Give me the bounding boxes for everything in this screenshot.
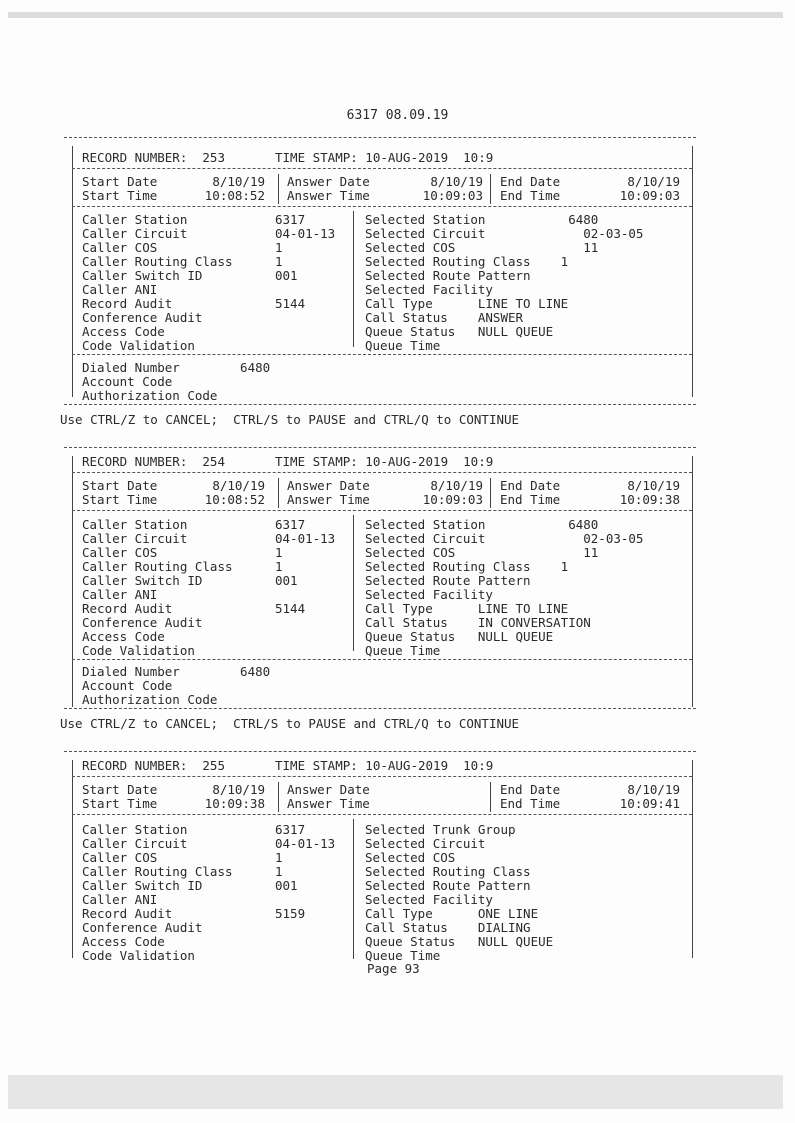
divider	[72, 510, 692, 511]
caller-field-label: Record Audit	[82, 601, 173, 616]
caller-field-label: Caller Switch ID	[82, 573, 203, 588]
answer-date-value: 8/10/19	[430, 478, 483, 493]
start-date-value: 8/10/19	[212, 174, 265, 189]
selected-field: Selected Routing Class 1	[365, 559, 569, 574]
caller-field-label: Caller ANI	[82, 282, 158, 297]
frame-right	[692, 760, 693, 958]
scan-bottom-edge	[8, 1075, 783, 1109]
selected-field: Call Status IN CONVERSATION	[365, 615, 591, 630]
authorization-code: Authorization Code	[82, 388, 218, 403]
caller-field-label: Caller COS	[82, 545, 158, 560]
dialed-number: Dialed Number 6480	[82, 664, 271, 679]
col-sep	[490, 174, 491, 204]
caller-field-value: 5144	[275, 601, 306, 616]
caller-field-label: Access Code	[82, 324, 165, 339]
caller-field-label: Caller Station	[82, 822, 188, 837]
caller-field-value: 1	[275, 864, 283, 879]
caller-field-label: Code Validation	[82, 643, 195, 658]
caller-field-label: Conference Audit	[82, 920, 203, 935]
end-time-value: 10:09:38	[619, 492, 680, 507]
col-sep	[278, 782, 279, 812]
caller-field-label: Code Validation	[82, 948, 195, 963]
end-date-label: End Date	[500, 782, 561, 797]
control-prompt: Use CTRL/Z to CANCEL; CTRL/S to PAUSE and CTRL/Q to CONTINUE	[60, 412, 520, 427]
answer-time-label: Answer Time	[287, 492, 370, 507]
caller-field-label: Caller Station	[82, 212, 188, 227]
col-sep	[490, 782, 491, 812]
caller-field-value: 001	[275, 573, 298, 588]
caller-field-label: Caller Circuit	[82, 531, 188, 546]
caller-field-label: Caller Routing Class	[82, 254, 233, 269]
start-date-value: 8/10/19	[212, 478, 265, 493]
caller-field-label: Record Audit	[82, 906, 173, 921]
control-prompt: Use CTRL/Z to CANCEL; CTRL/S to PAUSE and CTRL/Q to CONTINUE	[60, 716, 520, 731]
frame-left	[72, 760, 73, 958]
selected-field: Selected Route Pattern	[365, 268, 531, 283]
col-sep	[353, 211, 354, 347]
col-sep	[490, 478, 491, 508]
end-date-label: End Date	[500, 478, 561, 493]
answer-date-value: 8/10/19	[430, 174, 483, 189]
end-time-value: 10:09:03	[619, 188, 680, 203]
frame-right	[692, 146, 693, 397]
caller-field-value: 6317	[275, 212, 306, 227]
caller-field-label: Access Code	[82, 629, 165, 644]
caller-field-value: 5159	[275, 906, 306, 921]
caller-field-label: Conference Audit	[82, 615, 203, 630]
selected-field: Queue Status NULL QUEUE	[365, 934, 554, 949]
start-time-label: Start Time	[82, 492, 158, 507]
caller-field-label: Caller Station	[82, 517, 188, 532]
selected-field: Selected Station 6480	[365, 212, 599, 227]
divider	[72, 776, 692, 777]
answer-date-label: Answer Date	[287, 478, 370, 493]
answer-date-label: Answer Date	[287, 782, 370, 797]
caller-field-value: 001	[275, 878, 298, 893]
page-number: Page 93	[367, 961, 420, 976]
caller-field-label: Caller ANI	[82, 892, 158, 907]
end-time-value: 10:09:41	[619, 796, 680, 811]
selected-field: Selected Circuit	[365, 836, 486, 851]
start-date-label: Start Date	[82, 174, 158, 189]
caller-field-label: Access Code	[82, 934, 165, 949]
selected-field: Queue Time	[365, 948, 441, 963]
selected-field: Selected Routing Class 1	[365, 254, 569, 269]
caller-field-label: Caller Routing Class	[82, 559, 233, 574]
answer-time-label: Answer Time	[287, 188, 370, 203]
caller-field-value: 04-01-13	[275, 226, 336, 241]
caller-field-label: Caller Routing Class	[82, 864, 233, 879]
caller-field-value: 04-01-13	[275, 531, 336, 546]
caller-field-label: Code Validation	[82, 338, 195, 353]
frame-left	[72, 146, 73, 397]
caller-field-value: 04-01-13	[275, 836, 336, 851]
end-time-label: End Time	[500, 492, 561, 507]
divider	[72, 168, 692, 169]
end-date-value: 8/10/19	[627, 782, 680, 797]
caller-field-label: Caller Circuit	[82, 226, 188, 241]
dialed-number: Dialed Number 6480	[82, 360, 271, 375]
selected-field: Call Status ANSWER	[365, 310, 524, 325]
start-time-label: Start Time	[82, 188, 158, 203]
divider	[72, 814, 692, 815]
caller-field-value: 5144	[275, 296, 306, 311]
selected-field: Selected Station 6480	[365, 517, 599, 532]
divider	[72, 206, 692, 207]
answer-date-label: Answer Date	[287, 174, 370, 189]
selected-field: Selected Facility	[365, 282, 493, 297]
selected-field: Selected COS 11	[365, 240, 599, 255]
col-sep	[353, 515, 354, 651]
selected-field: Call Status DIALING	[365, 920, 531, 935]
start-time-value: 10:09:38	[204, 796, 265, 811]
caller-field-label: Caller Switch ID	[82, 268, 203, 283]
end-date-value: 8/10/19	[627, 478, 680, 493]
caller-field-value: 1	[275, 240, 283, 255]
start-time-label: Start Time	[82, 796, 158, 811]
caller-field-value: 1	[275, 545, 283, 560]
caller-field-label: Caller ANI	[82, 587, 158, 602]
selected-field: Queue Time	[365, 643, 441, 658]
account-code: Account Code	[82, 678, 173, 693]
start-date-value: 8/10/19	[212, 782, 265, 797]
end-time-label: End Time	[500, 796, 561, 811]
scan-top-edge	[8, 12, 783, 18]
selected-field: Selected Routing Class	[365, 864, 531, 879]
caller-field-label: Caller Circuit	[82, 836, 188, 851]
divider	[64, 447, 696, 448]
record-number: RECORD NUMBER: 255	[82, 758, 225, 773]
answer-time-label: Answer Time	[287, 796, 370, 811]
time-stamp: TIME STAMP: 10-AUG-2019 10:9	[275, 150, 494, 165]
caller-field-label: Caller Switch ID	[82, 878, 203, 893]
selected-field: Queue Status NULL QUEUE	[365, 324, 554, 339]
start-time-value: 10:08:52	[204, 492, 265, 507]
account-code: Account Code	[82, 374, 173, 389]
divider	[64, 404, 696, 405]
selected-field: Call Type LINE TO LINE	[365, 601, 569, 616]
divider	[72, 659, 692, 660]
selected-field: Selected Circuit 02-03-05	[365, 531, 644, 546]
selected-field: Selected Route Pattern	[365, 573, 531, 588]
selected-field: Selected Facility	[365, 892, 493, 907]
selected-field: Selected Facility	[365, 587, 493, 602]
selected-field: Selected Circuit 02-03-05	[365, 226, 644, 241]
col-sep	[353, 819, 354, 959]
caller-field-value: 1	[275, 254, 283, 269]
authorization-code: Authorization Code	[82, 692, 218, 707]
end-time-label: End Time	[500, 188, 561, 203]
caller-field-label: Conference Audit	[82, 310, 203, 325]
divider	[64, 137, 696, 138]
selected-field: Selected Trunk Group	[365, 822, 516, 837]
selected-field: Queue Status NULL QUEUE	[365, 629, 554, 644]
divider	[72, 472, 692, 473]
selected-field: Selected COS	[365, 850, 456, 865]
caller-field-label: Record Audit	[82, 296, 173, 311]
divider	[64, 751, 696, 752]
record-number: RECORD NUMBER: 254	[82, 454, 225, 469]
selected-field: Selected COS 11	[365, 545, 599, 560]
page-header: 6317 08.09.19	[346, 108, 449, 123]
selected-field: Call Type LINE TO LINE	[365, 296, 569, 311]
time-stamp: TIME STAMP: 10-AUG-2019 10:9	[275, 454, 494, 469]
caller-field-value: 6317	[275, 517, 306, 532]
frame-right	[692, 456, 693, 707]
answer-time-value: 10:09:03	[422, 188, 483, 203]
col-sep	[278, 478, 279, 508]
selected-field: Selected Route Pattern	[365, 878, 531, 893]
start-date-label: Start Date	[82, 478, 158, 493]
selected-field: Queue Time	[365, 338, 441, 353]
frame-left	[72, 456, 73, 707]
start-time-value: 10:08:52	[204, 188, 265, 203]
divider	[64, 708, 696, 709]
start-date-label: Start Date	[82, 782, 158, 797]
caller-field-value: 1	[275, 559, 283, 574]
col-sep	[278, 174, 279, 204]
caller-field-label: Caller COS	[82, 850, 158, 865]
end-date-label: End Date	[500, 174, 561, 189]
selected-field: Call Type ONE LINE	[365, 906, 539, 921]
end-date-value: 8/10/19	[627, 174, 680, 189]
caller-field-value: 001	[275, 268, 298, 283]
caller-field-value: 1	[275, 850, 283, 865]
caller-field-label: Caller COS	[82, 240, 158, 255]
record-number: RECORD NUMBER: 253	[82, 150, 225, 165]
caller-field-value: 6317	[275, 822, 306, 837]
answer-time-value: 10:09:03	[422, 492, 483, 507]
divider	[72, 354, 692, 355]
time-stamp: TIME STAMP: 10-AUG-2019 10:9	[275, 758, 494, 773]
